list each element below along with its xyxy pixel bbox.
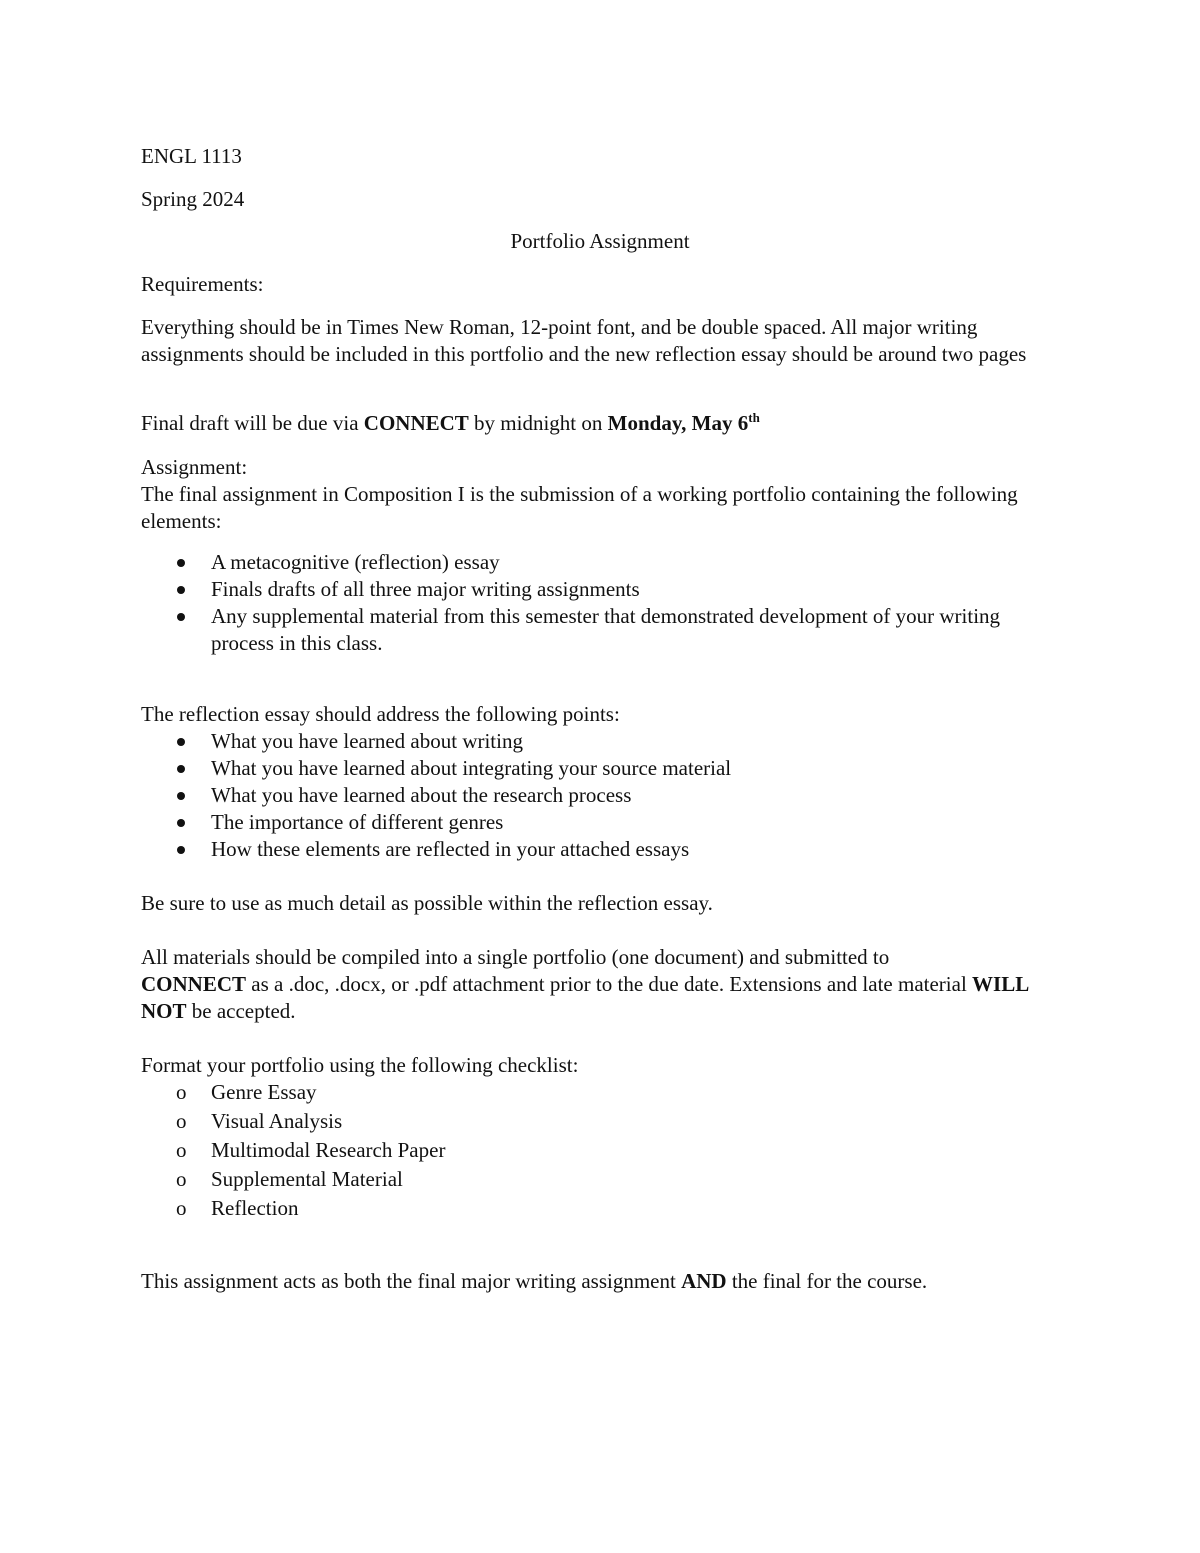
closing-line [141,1268,927,1295]
requirements-text: Everything should be in Times New Roman, 12-point font, and be double spaced. All major writing assignments should be included in this portfolio and the new reflection essay should be around two pages [141,315,1027,366]
checklist-marker: o [176,1138,187,1162]
closing-emphasis: AND [681,1269,727,1293]
submission-platform: CONNECT [141,972,247,996]
checklist-item-label: Genre Essay [211,1080,317,1104]
list-item: A metacognitive (reflection) essay [141,549,1041,576]
assignment-label: Assignment: [141,455,248,479]
due-prefix: Final draft will be due via [141,411,364,435]
requirements-label: Requirements: [141,272,264,296]
checklist-item [141,1195,1041,1222]
closing-part1: This assignment acts as both the final major writing assignment [141,1269,682,1293]
due-middle: by midnight on [468,411,608,435]
detail-note: Be sure to use as much detail as possible within the reflection essay. [141,891,713,915]
checklist-marker: o [176,1196,187,1220]
submission-part2: as a .doc, .docx, or .pdf attachment prior to the due date. Extensions and late material [246,972,973,996]
list-item: Finals drafts of all three major writing assignments [141,576,1041,603]
list-item: What you have learned about the research process [141,782,1041,809]
checklist-item [141,1108,1041,1135]
checklist-item [141,1137,1041,1164]
checklist-item-label: Visual Analysis [211,1109,343,1133]
list-item: The importance of different genres [141,809,1041,836]
reflection-points-list [141,728,1041,863]
term: Spring 2024 [141,187,245,211]
list-item: Any supplemental material from this semester that demonstrated development of your writing process in this class. [141,603,1041,657]
list-item: What you have learned about integrating your source material [141,755,1041,782]
list-item: What you have learned about writing [141,728,1041,755]
checklist-item-label: Reflection [211,1196,299,1220]
checklist-item [141,1079,1041,1106]
course-code: ENGL 1113 [141,144,242,168]
assignment-text: The final assignment in Composition I is the submission of a working portfolio containing the following elements: [141,482,1018,533]
submission-part1: All materials should be compiled into a single portfolio (one document) and submitted to [141,945,890,969]
submission-part3: be accepted. [186,999,296,1023]
reflection-intro: The reflection essay should address the following points: [141,702,620,726]
elements-list [141,549,1041,657]
submission-paragraph [141,944,1041,1025]
submission-emphasis: WILL NOT [141,972,1029,1023]
checklist-marker: o [176,1167,187,1191]
checklist-item-label: Supplemental Material [211,1167,403,1191]
list-item: How these elements are reflected in your attached essays [141,836,1041,863]
closing-part2: the final for the course. [726,1269,928,1293]
due-platform: CONNECT [363,411,469,435]
checklist [141,1079,1041,1222]
due-date-suffix: th [748,410,760,425]
due-date: Monday, May 6 [607,411,749,435]
checklist-marker: o [176,1080,187,1104]
checklist-intro: Format your portfolio using the following checklist: [141,1053,579,1077]
checklist-marker: o [176,1109,187,1133]
page-title: Portfolio Assignment [510,229,690,253]
due-date-line [141,410,760,437]
checklist-item-label: Multimodal Research Paper [211,1138,446,1162]
checklist-item [141,1166,1041,1193]
